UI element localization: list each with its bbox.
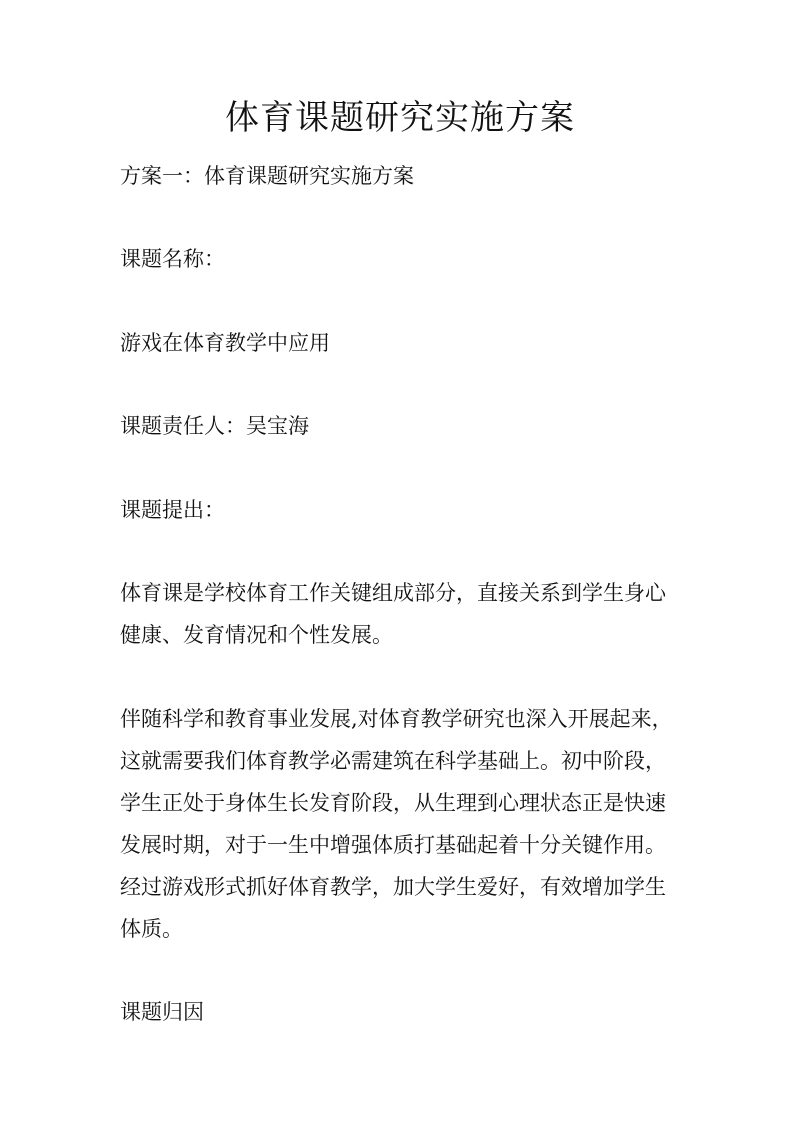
paragraph-2-line: 这就需要我们体育教学必需建筑在科学基础上。初中阶段， <box>120 749 666 773</box>
paragraph-1 <box>120 572 700 656</box>
paragraph-2-line: 学生正处于身体生长发育阶段，从生理到心理状态正是快速 <box>120 791 666 815</box>
responsible-person: 课题责任人：吴宝海 <box>120 414 309 438</box>
paragraph-2-line: 发展时期，对于一生中增强体质打基础起着十分关键作用。 <box>120 833 666 857</box>
topic-name: 游戏在体育教学中应用 <box>120 331 330 355</box>
paragraph-2 <box>120 698 700 950</box>
topic-name-label: 课题名称： <box>120 247 225 271</box>
paragraph-1-line: 健康、发育情况和个性发展。 <box>120 623 393 647</box>
page-title: 体育课题研究实施方案 <box>225 98 575 138</box>
paragraph-2-line: 伴随科学和教育事业发展,对体育教学研究也深入开展起来， <box>120 707 673 731</box>
attribution-label: 课题归因 <box>120 1000 204 1024</box>
paragraph-2-line: 体质。 <box>120 917 183 941</box>
topic-raised-label: 课题提出： <box>120 498 225 522</box>
paragraph-2-line: 经过游戏形式抓好体育教学，加大学生爱好，有效增加学生 <box>120 875 666 899</box>
paragraph-1-line: 体育课是学校体育工作关键组成部分，直接关系到学生身心 <box>120 581 666 605</box>
scheme-heading: 方案一：体育课题研究实施方案 <box>120 164 414 188</box>
